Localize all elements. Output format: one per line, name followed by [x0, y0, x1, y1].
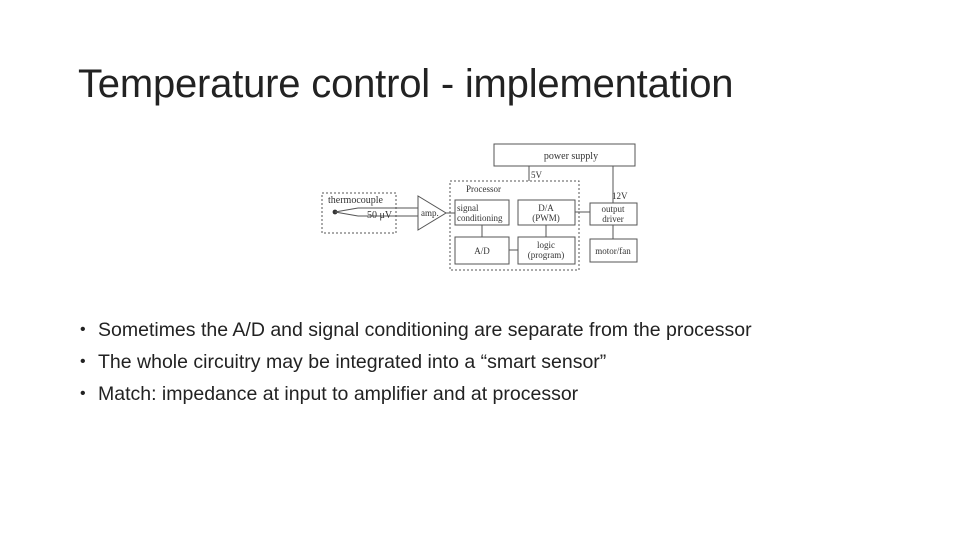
processor-label: Processor — [466, 184, 501, 194]
bullet-list — [80, 314, 752, 410]
bullet-dot-icon: • — [80, 385, 86, 402]
output-driver-label-line1: output — [601, 204, 625, 214]
output-driver-label-line2: driver — [602, 214, 624, 224]
bullet-text: Sometimes the A/D and signal conditioning are separate from the processor — [98, 319, 752, 341]
thermocouple-label: thermocouple — [328, 195, 383, 206]
five-volt-label: 5V — [531, 170, 542, 180]
amplifier-label: amp. — [421, 208, 439, 218]
signal-conditioning-label-line2: conditioning — [457, 213, 503, 223]
logic-label-line1: logic — [537, 240, 555, 250]
bullet-dot-icon: • — [80, 353, 86, 370]
power-supply-label: power supply — [543, 151, 599, 162]
thermocouple-wire-bottom — [335, 212, 358, 216]
bullet-item — [80, 346, 752, 378]
logic-label-line2: (program) — [527, 250, 565, 260]
da-label-line1: D/A — [538, 203, 554, 213]
bullet-text: Match: impedance at input to amplifier and at processor — [98, 383, 579, 405]
bullet-text: The whole circuitry may be integrated into a “smart sensor” — [98, 351, 607, 373]
thermocouple-wire-top — [335, 208, 358, 212]
signal-conditioning-label-line1: signal — [457, 203, 479, 213]
ad-label: A/D — [474, 246, 490, 256]
da-label-line2: (PWM) — [532, 213, 560, 223]
sensor-signal-label: 50 μV — [367, 210, 393, 221]
bullet-item — [80, 314, 752, 346]
bullet-dot-icon: • — [80, 321, 86, 338]
slide-title: Temperature control - implementation — [78, 62, 734, 106]
bullet-item — [80, 378, 752, 410]
twelve-volt-label: 12V — [612, 191, 628, 201]
motor-fan-label: motor/fan — [595, 246, 631, 256]
